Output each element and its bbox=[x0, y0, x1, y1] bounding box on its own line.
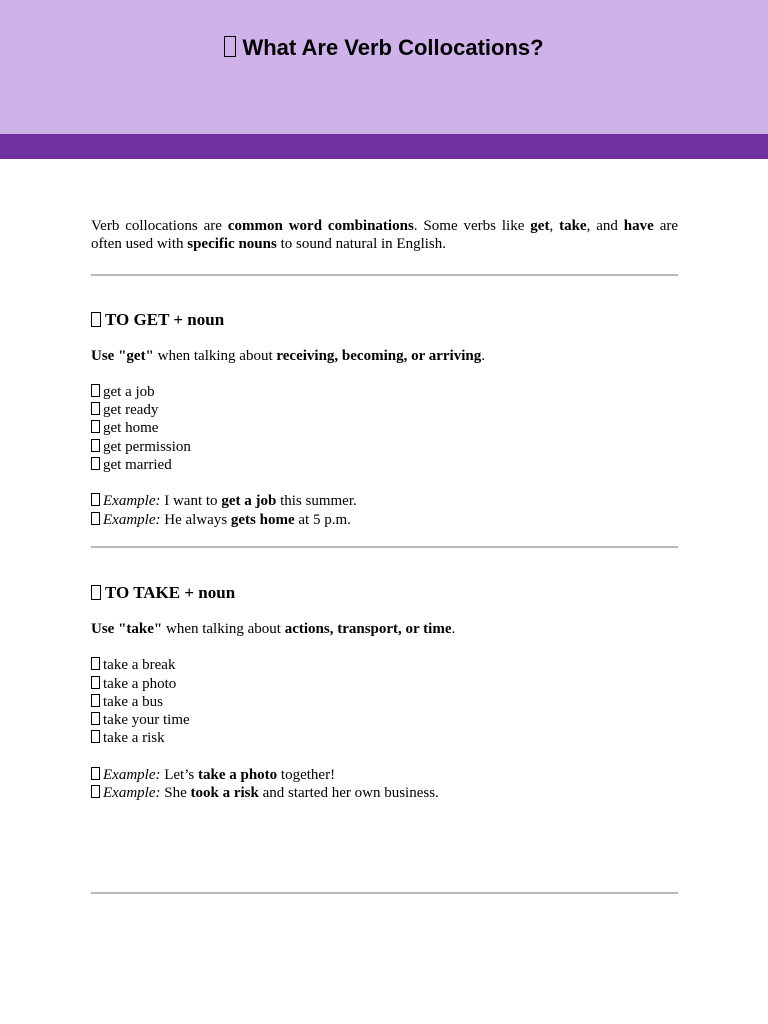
usage-text: when talking about bbox=[153, 347, 277, 364]
example-label: Example: bbox=[103, 511, 161, 528]
examples bbox=[91, 492, 678, 529]
section-get bbox=[91, 309, 678, 529]
list-item-text: get home bbox=[103, 420, 159, 437]
usage-line bbox=[91, 620, 678, 638]
usage-text: when talking about bbox=[162, 620, 285, 637]
list-item-text: get married bbox=[103, 457, 172, 474]
list-item-text: get a job bbox=[103, 383, 155, 400]
list-item bbox=[91, 711, 678, 729]
placeholder-glyph-icon bbox=[91, 457, 100, 470]
usage-verb: Use "take" bbox=[91, 620, 163, 637]
usage-focus: actions, transport, or time bbox=[284, 620, 452, 637]
section-title-text: TO GET + noun bbox=[105, 309, 225, 329]
placeholder-glyph-icon bbox=[91, 730, 100, 743]
example-line bbox=[91, 511, 678, 529]
collocation-list bbox=[91, 656, 678, 747]
placeholder-glyph-icon bbox=[91, 402, 100, 415]
list-item bbox=[91, 383, 678, 401]
list-item-text: get permission bbox=[103, 438, 191, 455]
divider bbox=[91, 546, 678, 548]
example-collocation: get a job bbox=[221, 493, 277, 510]
usage-text: . bbox=[481, 347, 485, 364]
example-text: Let’s bbox=[160, 766, 198, 783]
example-label: Example: bbox=[103, 785, 161, 802]
usage-verb: Use "get" bbox=[91, 347, 154, 364]
list-item bbox=[91, 438, 678, 456]
examples bbox=[91, 766, 678, 803]
example-text: She bbox=[160, 785, 191, 802]
intro-text: , and bbox=[586, 218, 624, 234]
example-label: Example: bbox=[103, 493, 161, 510]
example-text: He always bbox=[160, 511, 231, 528]
intro-emphasis: get bbox=[530, 218, 550, 234]
placeholder-glyph-icon bbox=[91, 585, 101, 600]
list-item bbox=[91, 675, 678, 693]
placeholder-glyph-icon bbox=[91, 676, 100, 689]
placeholder-glyph-icon bbox=[91, 712, 100, 725]
section-title bbox=[91, 309, 678, 331]
list-item bbox=[91, 656, 678, 674]
usage-focus: receiving, becoming, or arriving bbox=[276, 347, 482, 364]
collocation-list bbox=[91, 383, 678, 474]
example-label: Example: bbox=[103, 766, 161, 783]
page-title-text: What Are Verb Collocations? bbox=[242, 35, 544, 60]
intro-emphasis: take bbox=[559, 218, 587, 234]
example-line bbox=[91, 784, 678, 802]
placeholder-glyph-icon bbox=[91, 312, 101, 327]
section-title-text: TO TAKE + noun bbox=[105, 582, 236, 602]
example-text: this summer. bbox=[276, 493, 357, 510]
list-item-text: get ready bbox=[103, 402, 159, 419]
list-item-text: take a risk bbox=[103, 730, 165, 747]
intro-text: are often used with bbox=[91, 218, 679, 253]
page-title bbox=[0, 33, 768, 63]
divider bbox=[91, 274, 678, 276]
placeholder-glyph-icon bbox=[91, 657, 100, 670]
placeholder-glyph-icon bbox=[91, 439, 100, 452]
divider bbox=[91, 892, 678, 894]
placeholder-glyph-icon bbox=[91, 420, 100, 433]
header-band bbox=[0, 0, 768, 134]
placeholder-glyph-icon bbox=[224, 36, 236, 57]
placeholder-glyph-icon bbox=[91, 694, 100, 707]
intro-paragraph bbox=[91, 217, 678, 254]
example-text: together! bbox=[277, 766, 336, 783]
placeholder-glyph-icon bbox=[91, 512, 100, 525]
usage-line bbox=[91, 347, 678, 365]
placeholder-glyph-icon bbox=[91, 767, 100, 780]
section-take bbox=[91, 582, 678, 802]
example-text: and started her own business. bbox=[258, 785, 439, 802]
list-item bbox=[91, 693, 678, 711]
example-collocation: take a photo bbox=[197, 766, 278, 783]
intro-emphasis: specific nouns bbox=[187, 236, 277, 253]
document-body bbox=[91, 217, 678, 802]
example-collocation: took a risk bbox=[190, 785, 259, 802]
placeholder-glyph-icon bbox=[91, 384, 100, 397]
list-item-text: take a break bbox=[103, 657, 176, 674]
example-line bbox=[91, 766, 678, 784]
list-item-text: take your time bbox=[103, 712, 190, 729]
intro-text: Verb collocations are bbox=[91, 218, 228, 234]
intro-text: . Some verbs like bbox=[413, 218, 531, 234]
section-title bbox=[91, 582, 678, 604]
list-item-text: take a bus bbox=[103, 693, 163, 710]
example-text: at 5 p.m. bbox=[294, 511, 351, 528]
example-collocation: gets home bbox=[230, 511, 295, 528]
placeholder-glyph-icon bbox=[91, 785, 100, 798]
list-item-text: take a photo bbox=[103, 675, 177, 692]
header-stripe bbox=[0, 134, 768, 159]
list-item bbox=[91, 401, 678, 419]
intro-emphasis: common word combinations bbox=[227, 218, 414, 234]
usage-text: . bbox=[451, 620, 456, 637]
placeholder-glyph-icon bbox=[91, 493, 100, 506]
intro-emphasis: have bbox=[623, 218, 654, 234]
example-text: I want to bbox=[160, 493, 222, 510]
list-item bbox=[91, 456, 678, 474]
intro-text: , bbox=[549, 218, 560, 234]
list-item bbox=[91, 419, 678, 437]
intro-text: to sound natural in English. bbox=[276, 236, 446, 253]
example-line bbox=[91, 492, 678, 510]
list-item bbox=[91, 729, 678, 747]
